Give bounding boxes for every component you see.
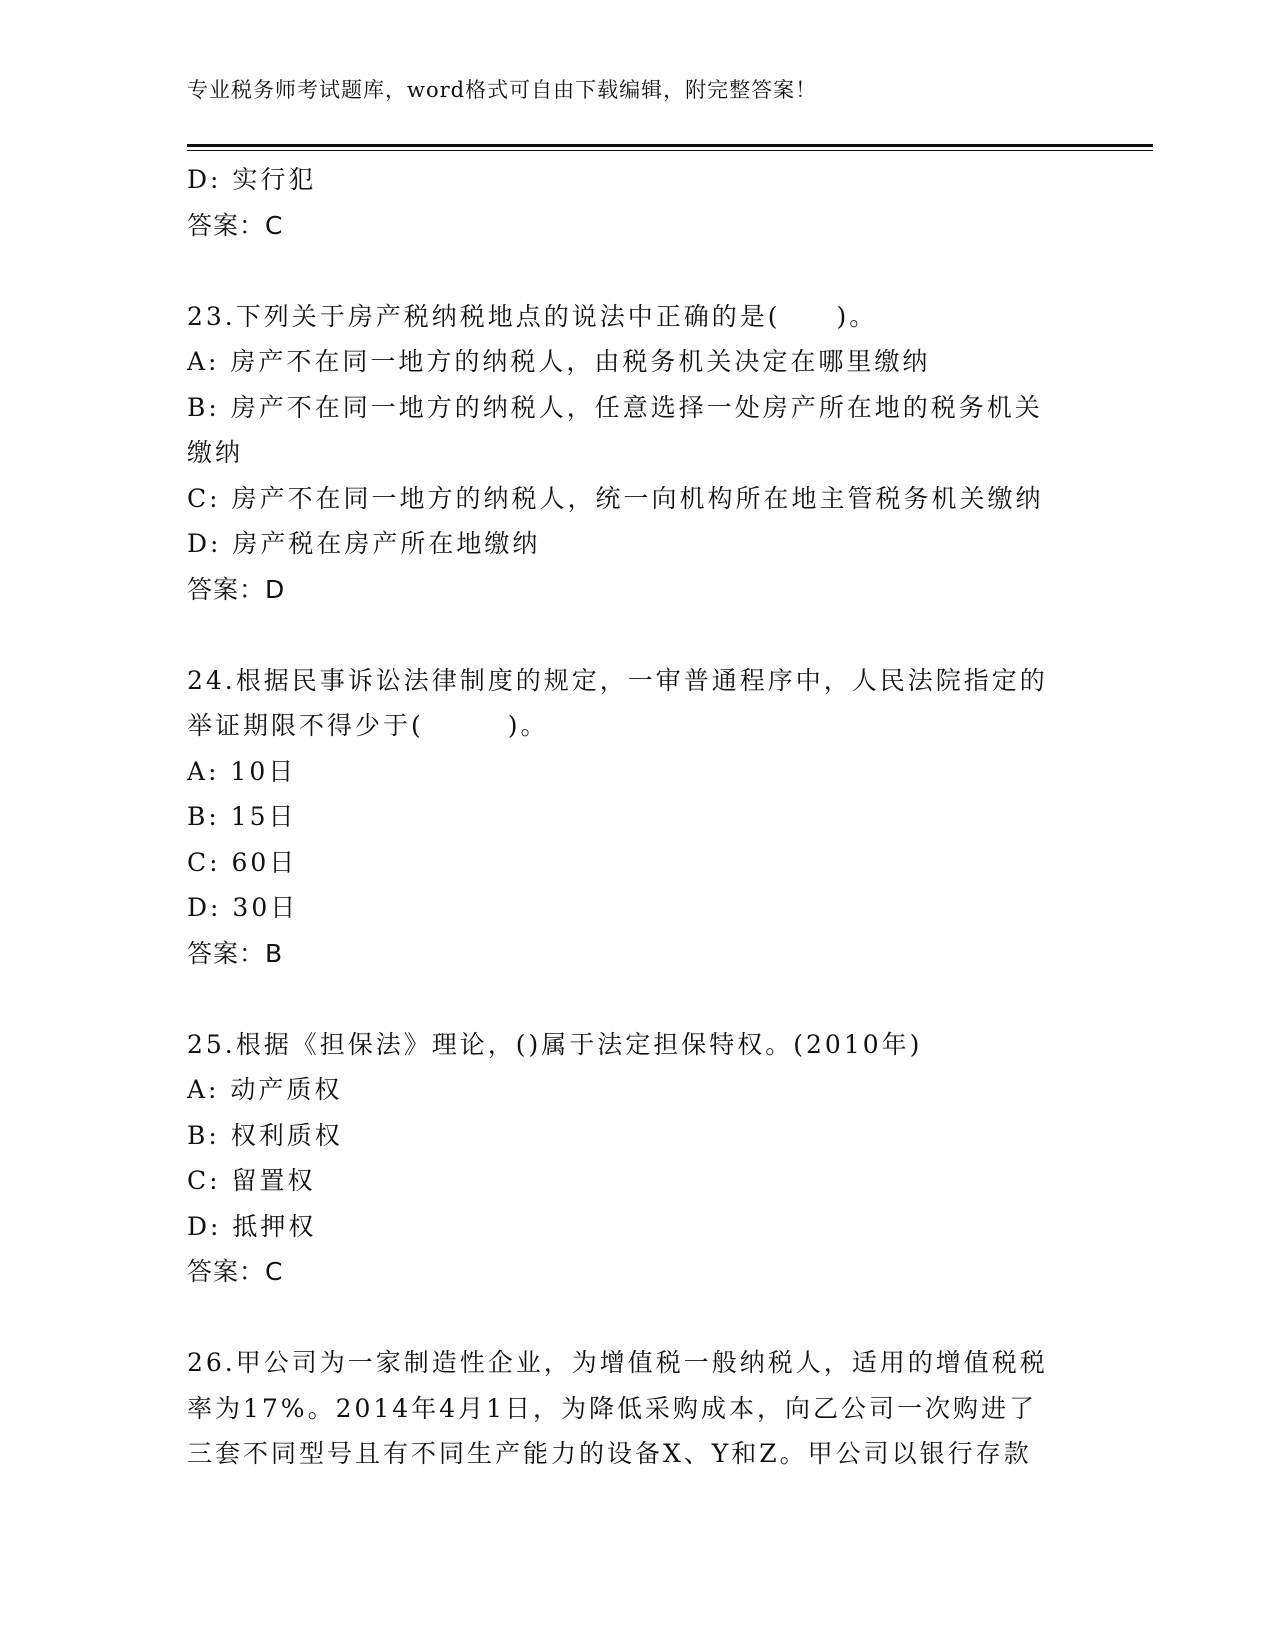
question-stem-continued: 举证期限不得少于( )。 xyxy=(187,711,549,740)
spacer xyxy=(187,612,1077,658)
question-stem-continued: 三套不同型号且有不同生产能力的设备X、Y和Z。甲公司以银行存款 xyxy=(187,1439,1032,1468)
option-c: C: 60日 xyxy=(187,847,298,877)
spacer xyxy=(187,1295,1077,1341)
answer: 答案：C xyxy=(187,1257,284,1286)
option-c: C: 留置权 xyxy=(187,1166,316,1195)
prev-option-d: D: 实行犯 xyxy=(187,165,317,194)
option-a: A: 房产不在同一地方的纳税人，由税务机关决定在哪里缴纳 xyxy=(187,347,931,376)
question-stem: 24.根据民事诉讼法律制度的规定，一审普通程序中，人民法院指定的 xyxy=(187,665,1048,695)
option-d: D: 房产税在房产所在地缴纳 xyxy=(187,529,541,558)
spacer xyxy=(187,248,1077,294)
option-b: B: 15日 xyxy=(187,802,297,831)
page-header: 专业税务师考试题库，word格式可自由下载编辑，附完整答案！ xyxy=(187,78,818,102)
question-26 xyxy=(187,1340,1077,1477)
question-stem-continued: 率为17%。2014年4月1日，为降低采购成本，向乙公司一次购进了 xyxy=(187,1393,1038,1423)
option-a: A: 10日 xyxy=(187,756,297,786)
option-d: D: 30日 xyxy=(187,893,299,922)
question-24 xyxy=(187,658,1077,977)
document-body xyxy=(187,157,1077,1477)
question-23 xyxy=(187,294,1077,613)
header-divider xyxy=(187,144,1153,151)
question-stem: 25.根据《担保法》理论，()属于法定担保特权。(2010年) xyxy=(187,1029,923,1059)
answer: 答案：D xyxy=(187,574,286,604)
option-b-continued: 缴纳 xyxy=(187,438,244,467)
option-b: B: 房产不在同一地方的纳税人，任意选择一处房产所在地的税务机关 xyxy=(187,392,1043,422)
option-a: A: 动产质权 xyxy=(187,1075,343,1104)
spacer xyxy=(187,976,1077,1022)
prev-answer: 答案：C xyxy=(187,210,284,240)
question-stem: 23.下列关于房产税纳税地点的说法中正确的是( )。 xyxy=(187,301,878,331)
question-25 xyxy=(187,1022,1077,1295)
answer: 答案：B xyxy=(187,938,284,968)
question-stem: 26.甲公司为一家制造性企业，为增值税一般纳税人，适用的增值税税 xyxy=(187,1348,1048,1377)
option-c: C: 房产不在同一地方的纳税人，统一向机构所在地主管税务机关缴纳 xyxy=(187,483,1044,513)
option-b: B: 权利质权 xyxy=(187,1120,343,1150)
option-d: D: 抵押权 xyxy=(187,1211,317,1241)
